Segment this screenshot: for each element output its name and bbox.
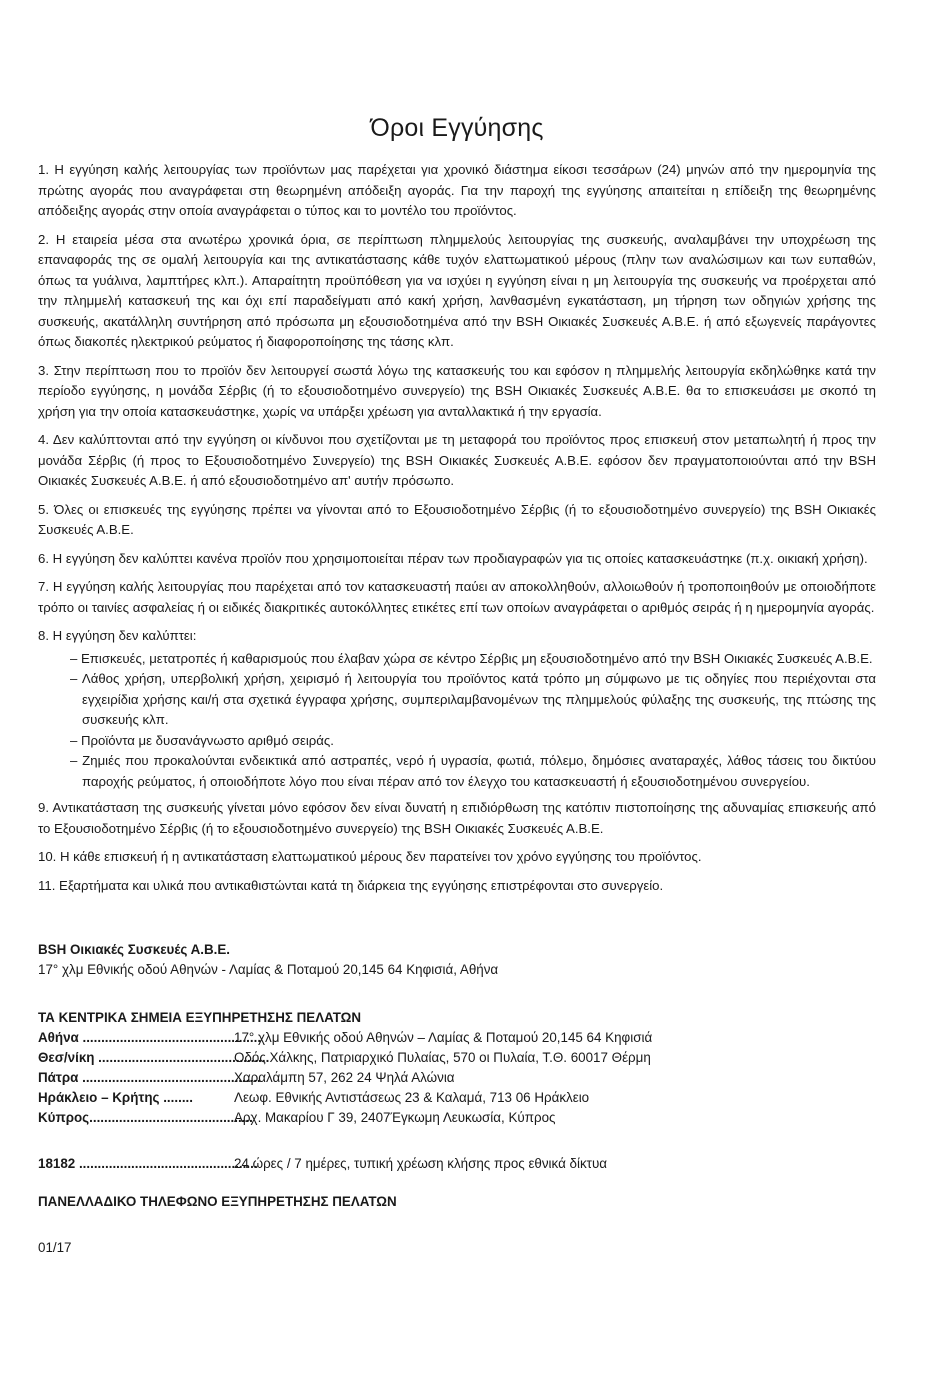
hotline-info <box>38 1154 876 1174</box>
center-label: Αθήνα ................................................ <box>38 1030 262 1045</box>
term-11: 11. Εξαρτήματα και υλικά που αντικαθιστώνται κατά τη διάρκεια της εγγύησης επιστρέφονται στο συνεργείο. <box>38 877 664 893</box>
service-center-row <box>38 1048 876 1068</box>
term-8-exclusions <box>38 649 876 793</box>
center-address: Αρχ. Μακαρίου Γ 39, 2407Έγκωμη Λευκωσία, Κύπρος <box>234 1110 556 1125</box>
company-address: 17° χλμ Εθνικής οδού Αθηνών - Λαμίας & Ποταμού 20,145 64 Κηφισιά, Αθήνα <box>38 962 499 977</box>
document-code: 01/17 <box>38 1240 72 1255</box>
term-1: 1. Η εγγύηση καλής λειτουργίας των προϊόντων μας παρέχεται για χρονικό διάστημα είκοσι τεσσάρων (24) μηνών από την ημερομηνία της πρώτης αγοράς που αναγράφεται στη θεωρημένη απόδειξη αγοράς. Για την παροχή της εγγύησης απαιτείται η επίδειξη της θεωρημένης απόδειξης αγοράς στην οποία αναγράφεται ο τύπος και το μοντέλο του προϊόντος. <box>38 162 876 218</box>
term-5: 5. Όλες οι επισκευές της εγγύησης πρέπει να γίνονται από το Εξουσιοδοτημένο Σέρβις (ή το εξουσιοδοτημένο συνεργείο) της BSH Οικιακές Συσκευές Α.Β.Ε. <box>38 501 876 537</box>
center-label: Θεσ/νίκη .............................................. <box>38 1050 270 1065</box>
center-label: Κύπρος............................................ <box>38 1110 253 1125</box>
company-name: BSH Οικιακές Συσκευές Α.Β.Ε. <box>38 942 231 957</box>
hotline-row <box>38 1154 876 1174</box>
center-label: Πάτρα ................................................ <box>38 1070 261 1085</box>
center-address: Λεωφ. Εθνικής Αντιστάσεως 23 & Καλαμά, 713 06 Ηράκλειο <box>234 1090 590 1105</box>
warranty-page <box>38 0 876 1258</box>
term-2: 2. Η εταιρεία μέσα στα ανωτέρω χρονικά όρια, σε περίπτωση πλημμελούς λειτουργίας της συσκευής, αναλαμβάνει την υποχρέωση της επαναφοράς της σε ομαλή λειτουργία και της αντικατάστασης κάθε τυχόν ελαττωματικού μέρους (πλην των αναλώσιμων και των ευπαθών, όπως τα γυάλινα, λαμπτήρες κλπ.). Απαραίτητη προϋπόθεση για να ισχύει η εγγύηση είναι η μη λειτουργία της συσκευής να προέρχεται από την πλημμελή κατασκευή της και όχι επί παραδείγματι από κακή χρήση, λανθασμένη εγκατάσταση, μη τήρηση των οδηγιών χρήσης της συσκευής, ακατάλληλη συντήρηση από πρόσωπα μη εξουσιοδοτημένα από την BSH Οικιακές Συσκευές Α.Β.Ε. ή από εξωγενείς παράγοντες όπως διακοπές ηλεκτρικού ρεύματος ή διαφοροποίησης της τάσης κλπ. <box>38 231 876 349</box>
center-address: Χαραλάμπη 57, 262 24 Ψηλά Αλώνια <box>234 1070 455 1085</box>
service-centers <box>38 1008 876 1128</box>
service-center-row <box>38 1088 876 1108</box>
service-centers-heading: ΤΑ ΚΕΝΤΡΙΚΑ ΣΗΜΕΙΑ ΕΞΥΠΗΡΕΤΗΣΗΣ ΠΕΛΑΤΩΝ <box>38 1010 362 1025</box>
hotline-description: 24 ώρες / 7 ημέρες, τυπική χρέωση κλήσης προς εθνικά δίκτυα <box>234 1156 608 1171</box>
company-info <box>38 940 876 980</box>
exclusion-item: – Λάθος χρήση, υπερβολική χρήση, χειρισμό ή λειτουργία του προϊόντος κατά τρόπο μη σύμφωνο με τις οδηγίες που περιέχονται στα εγχειρίδια χρήσης και/ή στα σχετικά έγγραφα χρήσης, συμπεριλαμβανομένων της πλημμελούς φύλαξης της συσκευής, της πτώσης της συσκευής κλπ. <box>70 671 876 727</box>
exclusion-item: – Επισκευές, μετατροπές ή καθαρισμούς που έλαβαν χώρα σε κέντρο Σέρβις μη εξουσιοδοτημένο από την BSH Οικιακές Συσκευές Α.Β.Ε. <box>70 650 873 666</box>
service-center-row <box>38 1028 876 1048</box>
term-10: 10. Η κάθε επισκευή ή η αντικατάσταση ελαττωματικού μέρους δεν παρατείνει τον χρόνο εγγύησης του προϊόντος. <box>38 849 702 864</box>
term-4: 4. Δεν καλύπτονται από την εγγύηση οι κίνδυνοι που σχετίζονται με τη μεταφορά του προϊόντος προς επισκευή στον μεταπωλητή ή προς την μονάδα Σέρβις (ή προς το Εξουσιοδοτημένο Συνεργείο) της BSH Οικιακές Συσκευές Α.Β.Ε. εφόσον δεν πραγματοποιούνται από την BSH Οικιακές Συσκευές Α.Β.Ε. ή από εξουσιοδοτημένο απ' αυτήν πρόσωπο. <box>38 432 876 488</box>
exclusion-item: – Προϊόντα με δυσανάγνωστο αριθμό σειράς. <box>70 732 334 748</box>
term-3: 3. Στην περίπτωση που το προϊόν δεν λειτουργεί σωστά λόγω της κατασκευής του και εφόσον η πλημμελής λειτουργία εκδηλώθηκε κατά την περίοδο εγγύησης, η μονάδα Σέρβις (ή το εξουσιοδοτημένο συνεργείο) της BSH Οικιακές Συσκευές Α.Β.Ε. θα το επισκευάσει με σκοπό τη χρήση για την οποία κατασκευάστηκε, χωρίς να υπάρξει χρέωση για ανταλλακτικά ή την εργασία. <box>38 362 876 419</box>
hotline-number: 18182 ................................................ <box>38 1156 258 1171</box>
exclusion-item: – Ζημιές που προκαλούνται ενδεικτικά από αστραπές, νερό ή υγρασία, φωτιά, πόλεμο, δημόσιες αναταραχές, λάθος τάσεις του δικτύου παροχής ρεύματος, ή οποιοδήποτε λόγο που είναι πέραν από τον έλεγχο του κατασκευαστή ή εξουσιοδοτημένου συνεργείου. <box>70 753 876 789</box>
service-center-row <box>38 1108 876 1128</box>
page-title: Όροι Εγγύησης <box>370 114 544 142</box>
service-center-row <box>38 1068 876 1088</box>
term-9: 9. Αντικατάσταση της συσκευής γίνεται μόνο εφόσον δεν είναι δυνατή η επιδιόρθωση της κατόπιν πιστοποίησης της αδυναμίας επισκευής από το Εξουσιοδοτημένο Σέρβις (ή το εξουσιοδοτημένο συνεργείο) της BSH Οικιακές Συσκευές Α.Β.Ε. <box>38 800 876 836</box>
warranty-terms <box>38 160 876 896</box>
term-6: 6. Η εγγύηση δεν καλύπτει κανένα προϊόν που χρησιμοποιείται πέραν των προδιαγραφών για τις οποίες κατασκευάστηκε (π.χ. οικιακή χρήση). <box>38 550 868 566</box>
center-address: 17° χλμ Εθνικής οδού Αθηνών – Λαμίας & Ποταμού 20,145 64 Κηφισιά <box>234 1030 653 1045</box>
term-7: 7. Η εγγύηση καλής λειτουργίας που παρέχεται από τον κατασκευαστή παύει αν αποκολληθούν, αλλοιωθούν ή τροποποιηθούν με οποιοδήποτε τρόπο οι ταινίες ασφαλείας ή οι ειδικές διακριτικές αυτοκόλλητες ετικέτες επί των οποίων αναγράφεται ο αριθμός σειράς ή η ημερομηνία αγοράς. <box>38 579 876 615</box>
term-8-intro: 8. Η εγγύηση δεν καλύπτει: <box>38 628 197 643</box>
center-label: Ηράκλειο – Κρήτης ........ <box>38 1090 193 1105</box>
center-address: Οδός Χάλκης, Πατριαρχικό Πυλαίας, 570 οι Πυλαία, Τ.Θ. 60017 Θέρμη <box>234 1050 651 1065</box>
national-phone-heading: ΠΑΝΕΛΛΑΔΙΚΟ ΤΗΛΕΦΩΝΟ ΕΞΥΠΗΡΕΤΗΣΗΣ ΠΕΛΑΤΩΝ <box>38 1194 397 1209</box>
